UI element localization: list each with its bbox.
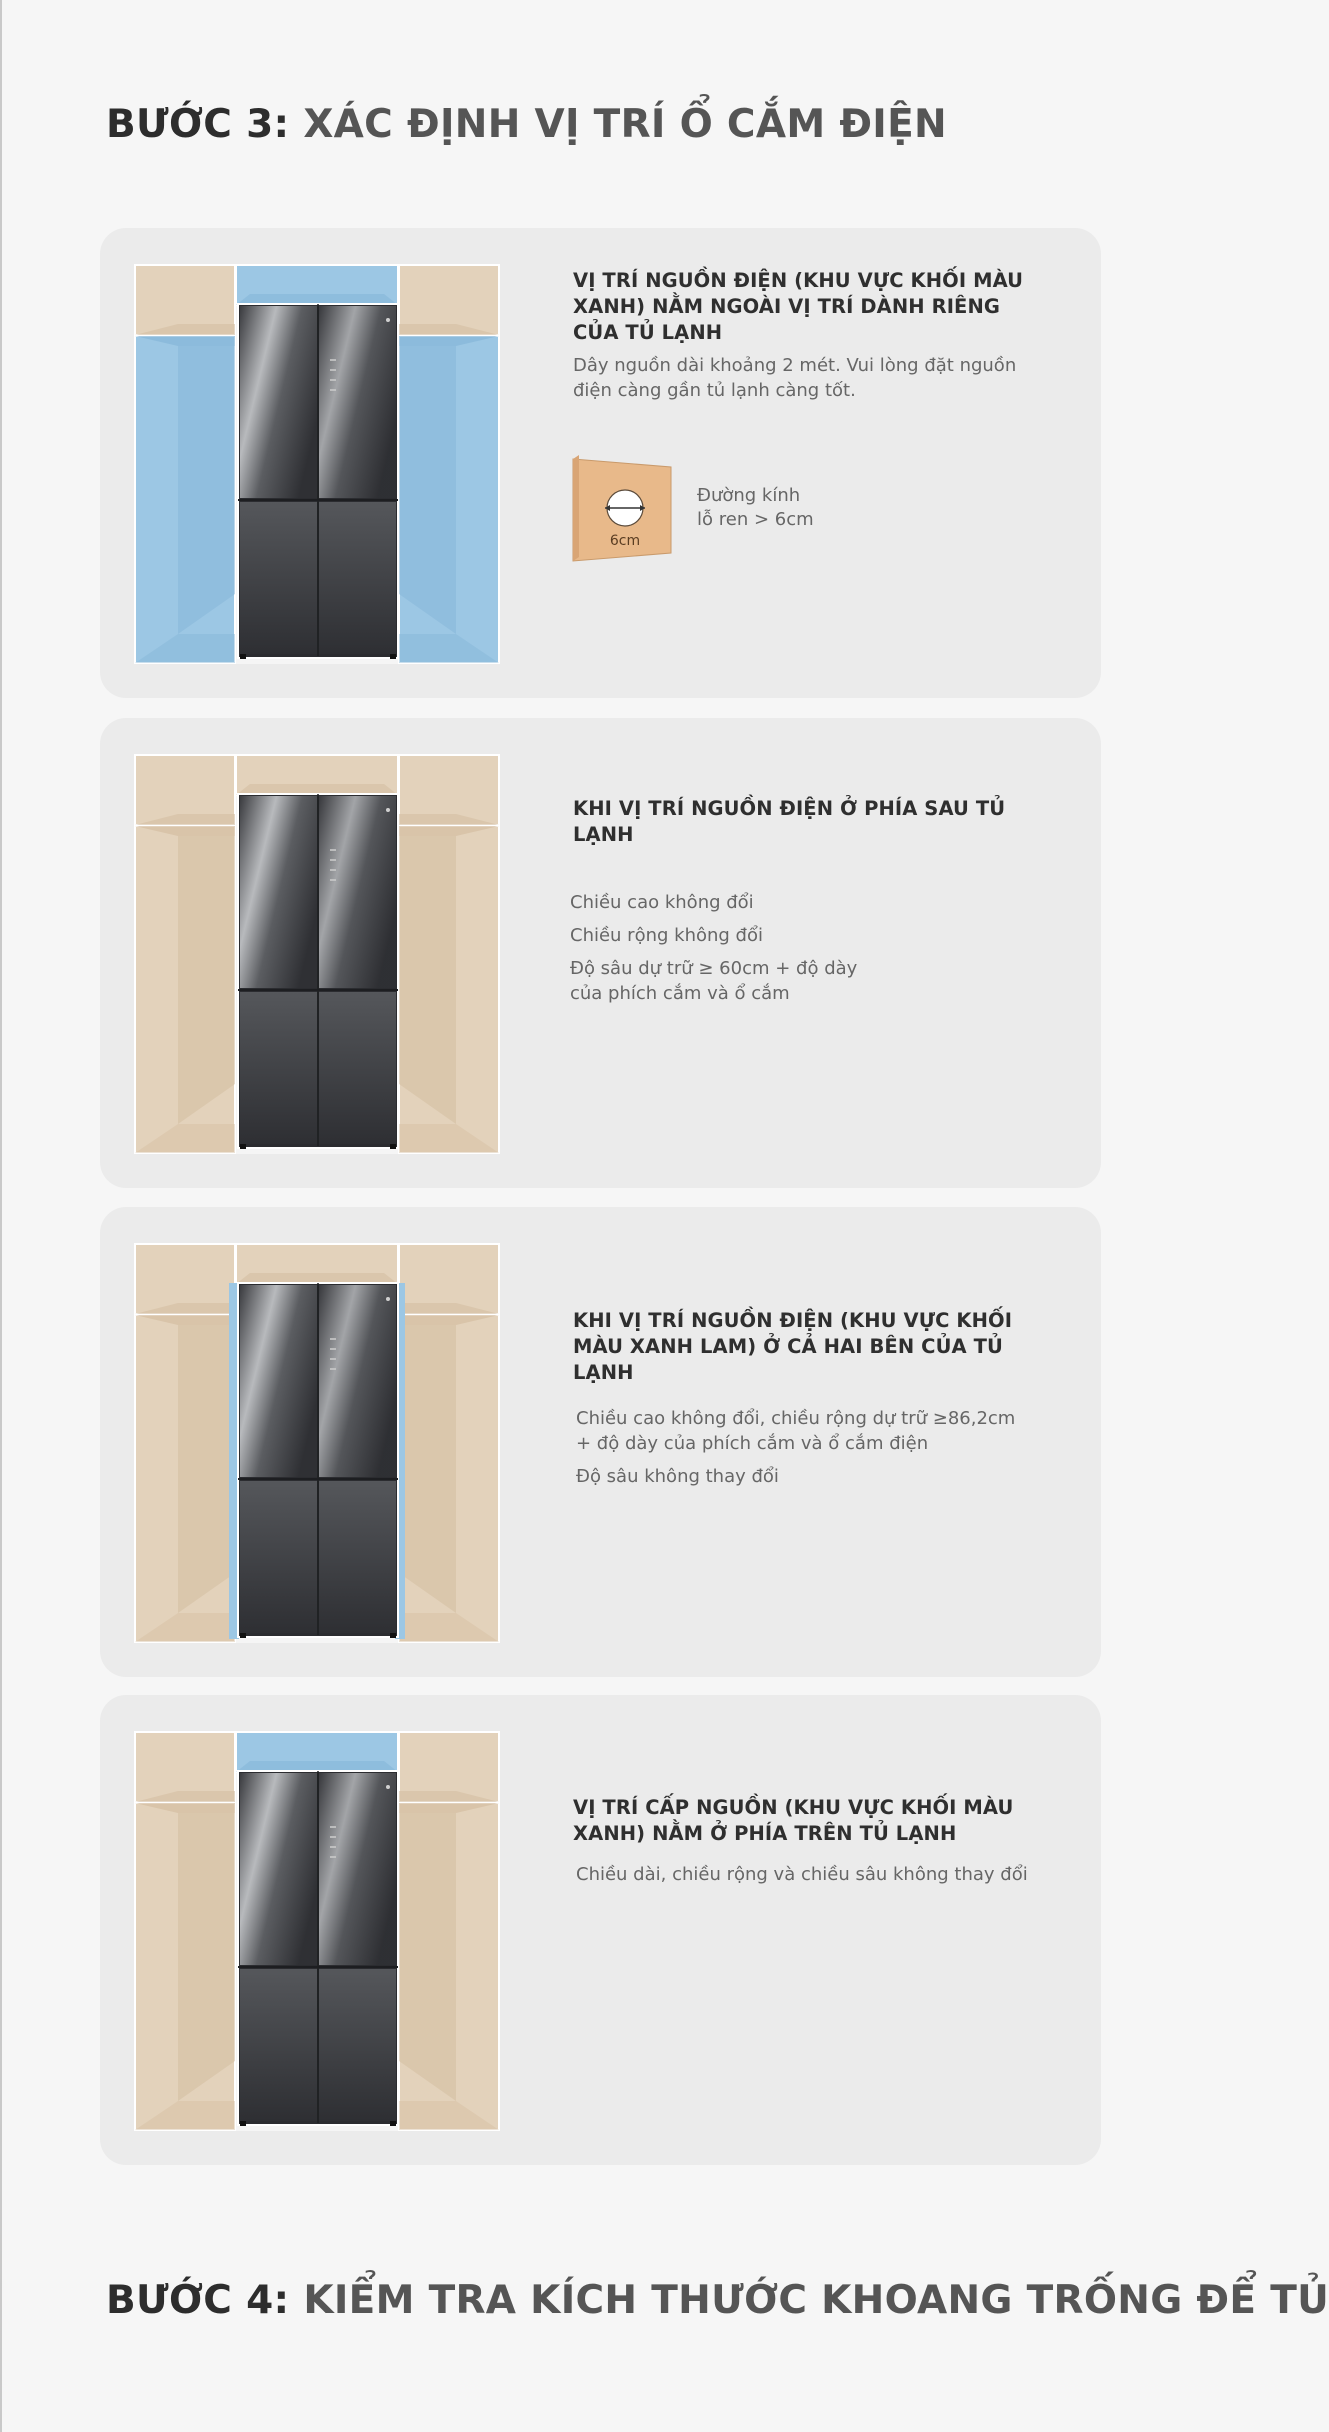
step-3-prefix: BƯỚC 3: xyxy=(106,102,290,147)
power-top-card xyxy=(100,1695,1101,2165)
card-paragraph: Dây nguồn dài khoảng 2 mét. Vui lòng đặt nguồn điện càng gần tủ lạnh càng tốt. xyxy=(573,355,1017,401)
power-behind-card xyxy=(100,718,1101,1188)
wall-hole-icon xyxy=(573,455,673,561)
fridge-illustration-icon xyxy=(134,754,500,1154)
power-outside-card xyxy=(100,228,1101,698)
card-paragraph: Độ sâu dự trữ ≥ 60cm + độ dày của phích cắm và ổ cắm xyxy=(570,958,858,1004)
card-paragraph: Chiều rộng không đổi xyxy=(570,925,763,946)
hole-label-line-2: lỗ ren > 6cm xyxy=(697,509,814,530)
card-text xyxy=(573,1308,1051,1489)
card-paragraph: Chiều dài, chiều rộng và chiều sâu không thay đổi xyxy=(576,1864,1028,1885)
hole-diameter-info xyxy=(573,455,814,561)
step-4-text: KIỂM TRA KÍCH THƯỚC KHOANG TRỐNG ĐỂ TỦ xyxy=(303,2278,1329,2323)
hole-label-line-1: Đường kính xyxy=(697,485,801,506)
card-text xyxy=(570,796,1051,1006)
fridge-illustration-icon xyxy=(134,1731,500,2131)
hole-size-label: 6cm xyxy=(609,533,641,549)
card-heading: KHI VỊ TRÍ NGUỒN ĐIỆN Ở PHÍA SAU TỦ LẠNH xyxy=(573,797,1006,846)
card-text xyxy=(573,1795,1051,1887)
card-paragraph: Độ sâu không thay đổi xyxy=(576,1466,779,1487)
page-left-border xyxy=(0,0,2,2432)
step-4-prefix: BƯỚC 4: xyxy=(106,2278,290,2323)
card-heading: VỊ TRÍ CẤP NGUỒN (KHU VỰC KHỐI MÀU XANH) NẰM Ở PHÍA TRÊN TỦ LẠNH xyxy=(573,1796,1014,1845)
card-text xyxy=(573,268,1051,549)
card-paragraph: Chiều cao không đổi, chiều rộng dự trữ ≥86,2cm + độ dày của phích cắm và ổ cắm điện xyxy=(576,1408,1016,1454)
step-3-title xyxy=(106,102,947,147)
hole-label xyxy=(697,484,814,532)
step-4-title xyxy=(106,2278,1329,2323)
fridge-illustration-icon xyxy=(134,1243,500,1643)
fridge-illustration-icon xyxy=(134,264,500,664)
card-paragraph: Chiều cao không đổi xyxy=(570,892,754,913)
step-3-text: XÁC ĐỊNH VỊ TRÍ Ổ CẮM ĐIỆN xyxy=(303,102,947,147)
power-sides-card xyxy=(100,1207,1101,1677)
card-heading: VỊ TRÍ NGUỒN ĐIỆN (KHU VỰC KHỐI MÀU XANH) NẰM NGOÀI VỊ TRÍ DÀNH RIÊNG CỦA TỦ LẠNH xyxy=(573,269,1024,344)
card-heading: KHI VỊ TRÍ NGUỒN ĐIỆN (KHU VỰC KHỐI MÀU XANH LAM) Ở CẢ HAI BÊN CỦA TỦ LẠNH xyxy=(573,1309,1013,1384)
